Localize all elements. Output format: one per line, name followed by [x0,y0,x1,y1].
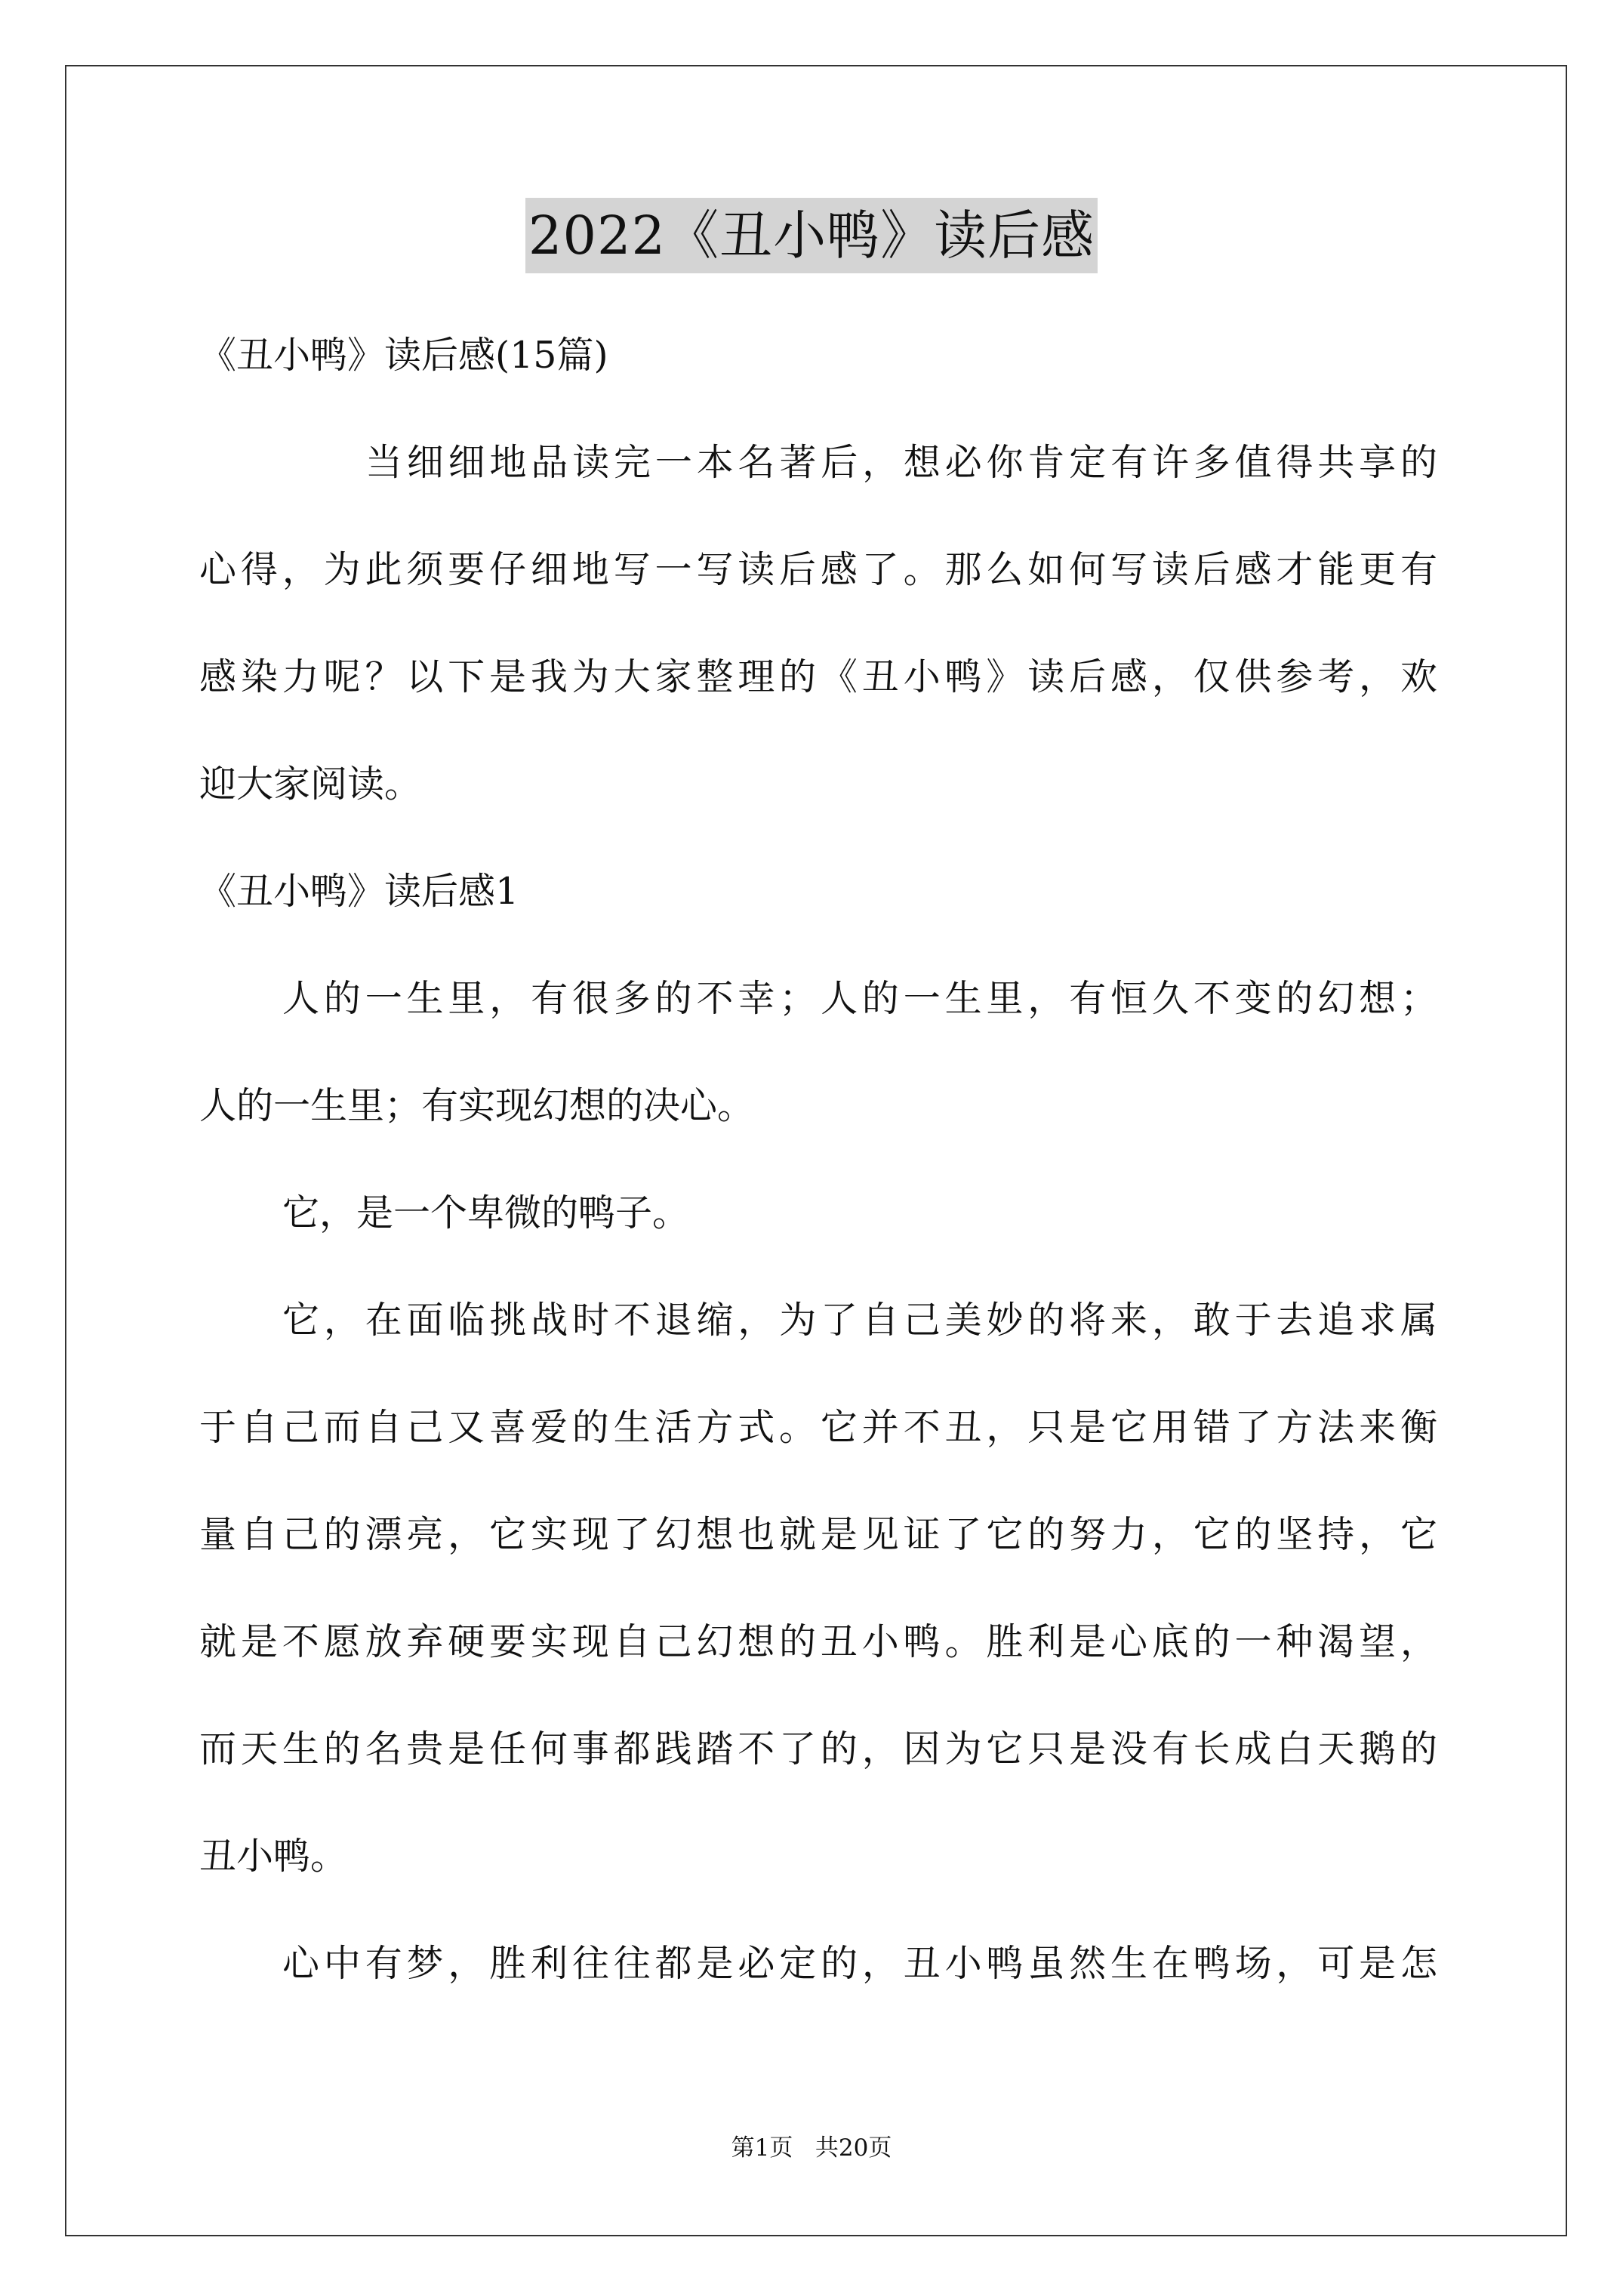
document-body [199,302,1437,2017]
text-line: 于自己而自己又喜爱的生活方式。它并不丑，只是它用错了方法来衡 [199,1406,1437,1449]
page-total: 共20页 [815,2134,892,2162]
text-line: 心得，为此须要仔细地写一写读后感了。那么如何写读后感才能更有 [199,548,1437,591]
text-line: 《丑小鸭》读后感1 [199,870,519,913]
text-line: 它，在面临挑战时不退缩，为了自己美妙的将来，敢于去追求属 [282,1299,1437,1342]
text-line: 《丑小鸭》读后感(15篇) [199,334,608,377]
document-title: 2022《丑小鸭》读后感 [525,198,1098,273]
page-number: 第1页 [731,2134,793,2162]
text-line: 丑小鸭。 [199,1835,348,1878]
text-line: 人的一生里，有很多的不幸；人的一生里，有恒久不变的幻想； [282,977,1437,1020]
title-container [0,198,1623,273]
text-line: 它，是一个卑微的鸭子。 [282,1191,690,1234]
text-line: 而天生的名贵是任何事都践踏不了的，因为它只是没有长成白天鹅的 [199,1727,1437,1771]
text-line: 就是不愿放弃硬要实现自己幻想的丑小鸭。胜利是心底的一种渴望， [199,1620,1437,1663]
text-line: 当细细地品读完一本名著后，想必你肯定有许多值得共享的 [365,441,1437,484]
text-line: 人的一生里；有实现幻想的决心。 [199,1084,755,1127]
page-footer [0,2133,1623,2163]
text-line: 量自己的漂亮，它实现了幻想也就是见证了它的努力，它的坚持，它 [199,1513,1437,1556]
text-line: 感染力呢？以下是我为大家整理的《丑小鸭》读后感，仅供参考，欢 [199,655,1437,698]
text-line: 心中有梦，胜利往往都是必定的，丑小鸭虽然生在鸭场，可是怎 [282,1942,1437,1985]
text-line: 迎大家阅读。 [199,763,422,806]
